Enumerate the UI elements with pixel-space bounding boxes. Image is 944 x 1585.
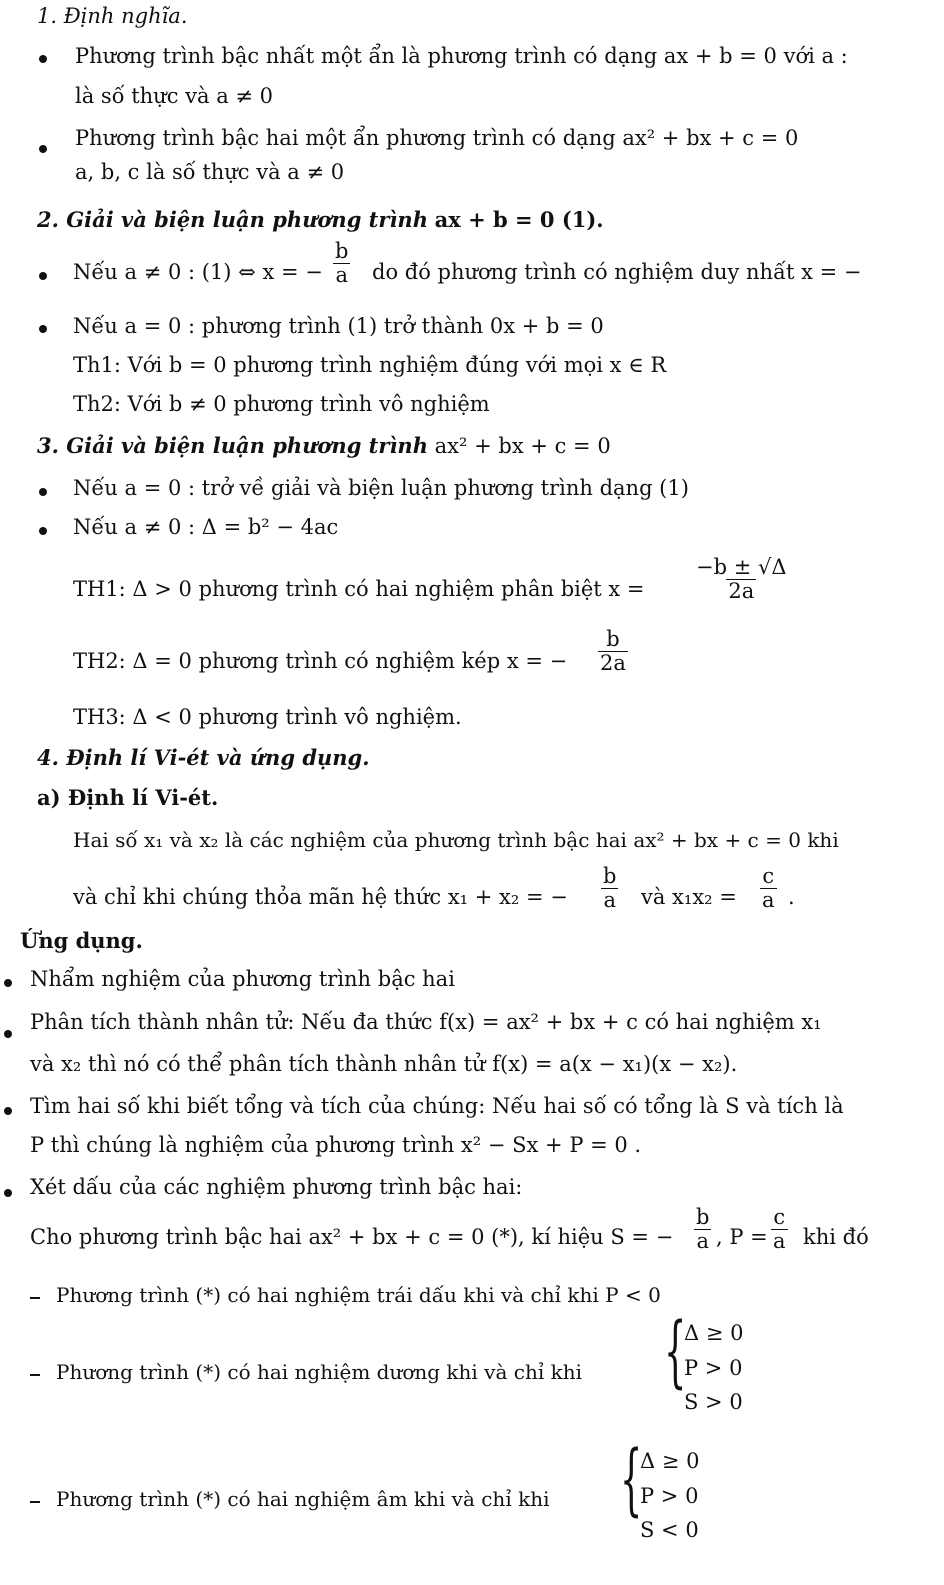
section-2-title [37, 207, 604, 233]
bullet [39, 527, 47, 535]
fraction-s [694, 1206, 711, 1253]
fraction-sum [601, 865, 618, 912]
fraction-p [771, 1206, 788, 1253]
section-3-title-eq: ax² + bx + c = 0 [434, 434, 611, 458]
section-2-title-eq: ax + b = 0 (1). [434, 207, 604, 232]
vieta-period: . [788, 885, 795, 909]
frac-den: a [696, 1229, 709, 1254]
th2-delta-zero: TH2: Δ = 0 phương trình có nghiệm kép x = − [73, 649, 568, 673]
case-a-nonzero: Nếu a ≠ 0 : (1) ⇔ x = − [73, 260, 323, 284]
frac-den: 2a [728, 579, 755, 604]
dash [30, 1374, 40, 1376]
vieta-line-1: Hai số x₁ và x₂ là các nghiệm của phương trình bậc hai ax² + bx + c = 0 khi [73, 828, 839, 852]
cond-delta: Δ ≥ 0 [640, 1449, 700, 1473]
th1-delta-positive: TH1: Δ > 0 phương trình có hai nghiệm phân biệt x = [73, 577, 645, 601]
cond-p: P > 0 [640, 1483, 699, 1508]
app-line-4: Xét dấu của các nghiệm phương trình bậc hai: [30, 1175, 523, 1199]
quad-case-a-nonzero: Nếu a ≠ 0 : Δ = b² − 4ac [73, 515, 339, 539]
section-4a-title: a) Định lí Vi-ét. [37, 785, 219, 810]
frac-den: a [773, 1229, 786, 1254]
def-line-2a: Phương trình bậc hai một ẩn phương trình có dạng ax² + bx + c = 0 [75, 126, 799, 150]
cond-s: S < 0 [640, 1518, 699, 1543]
def-line-1b: là số thực và a ≠ 0 [75, 84, 274, 108]
vieta-line-2-prod: và x₁x₂ = [641, 885, 737, 909]
bullet [39, 272, 47, 280]
vieta-line-2: và chỉ khi chúng thỏa mãn hệ thức x₁ + x₂ = − [73, 885, 568, 909]
th1-line: Th1: Với b = 0 phương trình nghiệm đúng với mọi x ∈ R [73, 353, 667, 377]
bullet [39, 325, 47, 333]
section-4-title: 4. Định lí Vi-ét và ứng dụng. [37, 745, 370, 770]
frac-num: −b ± √Δ [696, 555, 787, 579]
sign-case-3: Phương trình (*) có hai nghiệm âm khi và chỉ khi [56, 1487, 550, 1511]
frac-num: b [335, 239, 349, 263]
cond-delta: Δ ≥ 0 [684, 1321, 744, 1345]
def-line-1a: Phương trình bậc nhất một ẩn là phương trình có dạng ax + b = 0 với a : [75, 44, 848, 68]
section-3-title-text: 3. Giải và biện luận phương trình [37, 433, 428, 458]
def-line-2b: a, b, c là số thực và a ≠ 0 [75, 160, 345, 184]
th2-line: Th2: Với b ≠ 0 phương trình vô nghiệm [73, 392, 490, 416]
frac-num: b [603, 864, 617, 888]
app-line-2a: Phân tích thành nhân tử: Nếu đa thức f(x) = ax² + bx + c có hai nghiệm x₁ [30, 1010, 822, 1034]
system-positive [684, 1316, 743, 1420]
case-a-zero: Nếu a = 0 : phương trình (1) trở thành 0x + b = 0 [73, 314, 604, 338]
app-line-3b: P thì chúng là nghiệm của phương trình x² − Sx + P = 0 . [30, 1133, 642, 1157]
app-line-5-p: , P = [716, 1225, 768, 1249]
frac-num: c [762, 864, 775, 888]
cond-s: S > 0 [684, 1390, 743, 1415]
fraction-roots [694, 556, 789, 603]
cond-p: P > 0 [684, 1355, 743, 1380]
bullet [4, 1189, 12, 1197]
system-negative [640, 1444, 699, 1548]
frac-den: a [762, 888, 775, 913]
bullet [39, 488, 47, 496]
frac-num: c [773, 1205, 786, 1229]
frac-den: 2a [600, 651, 626, 676]
bullet [39, 145, 47, 153]
bullet [4, 1030, 12, 1038]
frac-num: b [606, 627, 620, 651]
frac-den: a [603, 888, 616, 913]
quad-case-a-zero: Nếu a = 0 : trở về giải và biện luận phương trình dạng (1) [73, 476, 689, 500]
sign-case-2: Phương trình (*) có hai nghiệm dương khi và chỉ khi [56, 1360, 582, 1384]
section-3-title [37, 433, 611, 459]
app-line-5: Cho phương trình bậc hai ax² + bx + c = 0 (*), kí hiệu S = − [30, 1225, 674, 1249]
fraction-b-over-a [333, 240, 350, 287]
app-line-5-end: khi đó [803, 1225, 869, 1249]
bullet [4, 979, 12, 987]
section-2-title-text: 2. Giải và biện luận phương trình [37, 207, 428, 232]
fraction-product [760, 865, 777, 912]
fraction-double-root [598, 628, 628, 675]
dash [30, 1501, 40, 1503]
dash [30, 1297, 40, 1299]
section-1-title: 1. Định nghĩa. [37, 4, 188, 28]
system-brace: { [620, 1435, 643, 1525]
system-brace: { [664, 1307, 687, 1397]
frac-num: b [696, 1205, 710, 1229]
app-line-3a: Tìm hai số khi biết tổng và tích của chúng: Nếu hai số có tổng là S và tích là [30, 1094, 844, 1118]
frac-den: a [335, 263, 348, 288]
app-line-2b: và x₂ thì nó có thể phân tích thành nhân tử f(x) = a(x − x₁)(x − x₂). [30, 1052, 738, 1076]
section-4b-title: Ứng dụng. [20, 928, 143, 953]
th3-delta-negative: TH3: Δ < 0 phương trình vô nghiệm. [73, 705, 462, 729]
bullet [39, 55, 47, 63]
case-a-nonzero-cont: do đó phương trình có nghiệm duy nhất x = − [372, 260, 862, 284]
bullet [4, 1107, 12, 1115]
sign-case-1: Phương trình (*) có hai nghiệm trái dấu khi và chỉ khi P < 0 [56, 1283, 661, 1307]
app-line-1: Nhẩm nghiệm của phương trình bậc hai [30, 967, 455, 991]
